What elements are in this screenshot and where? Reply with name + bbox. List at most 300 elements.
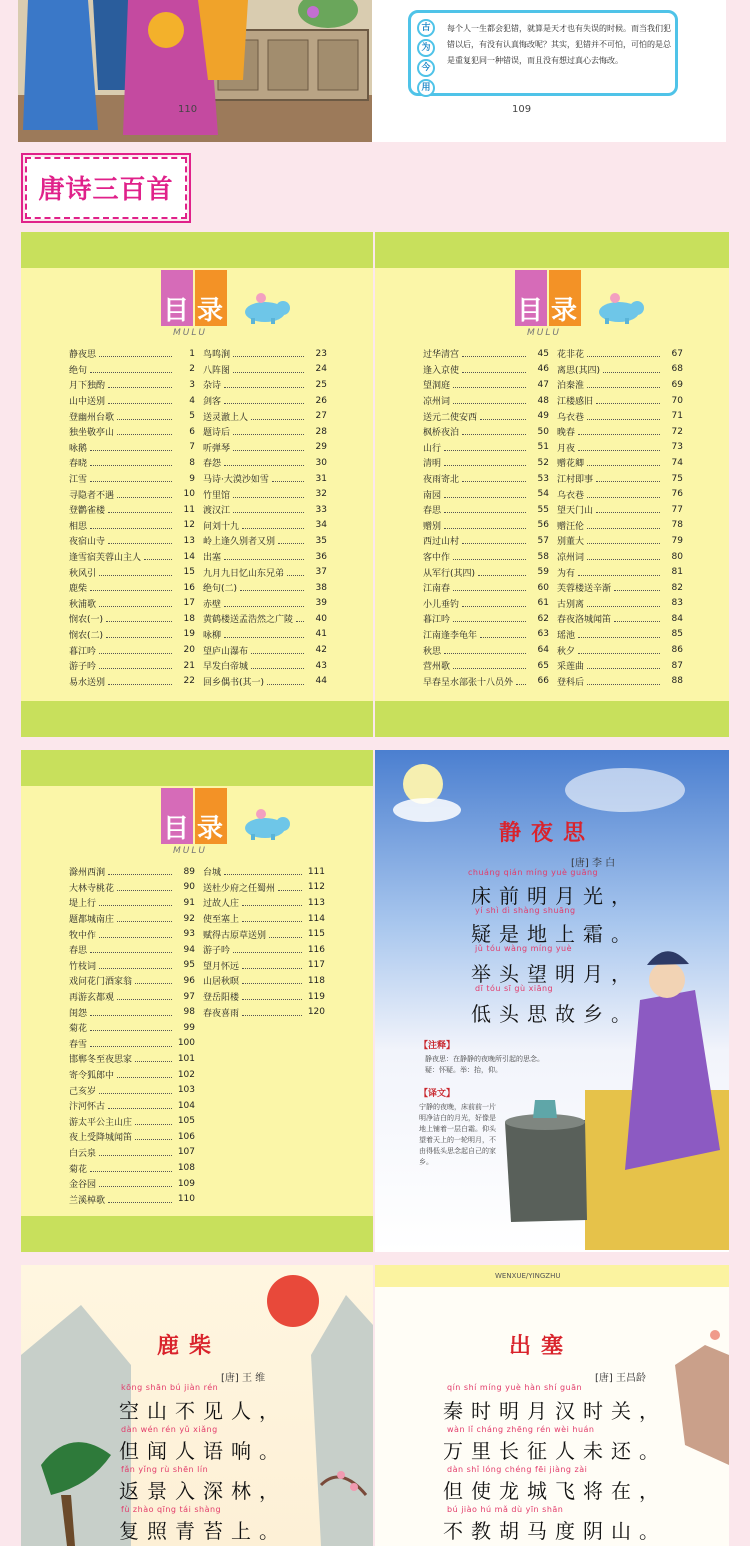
toc-entry-page: 60 [537, 582, 549, 593]
toc-entry-page: 120 [307, 1007, 325, 1018]
toc-entry [69, 864, 195, 880]
toc-entry-title: 暮江吟 [423, 615, 451, 626]
toc-leader-dots [117, 884, 172, 891]
toc-leader-dots [117, 428, 172, 435]
poem-poet: [唐] 王 维 [221, 1373, 266, 1384]
toc-entry-page: 75 [671, 473, 683, 484]
toc-entry-page: 25 [315, 379, 327, 390]
toc-entry-page: 27 [315, 411, 327, 422]
toc-leader-dots [233, 491, 304, 498]
toc-entry-title: 悯农(二) [69, 630, 104, 641]
toc-entry-title: 游太平公主山庄 [69, 1117, 133, 1128]
toc-entry-page: 98 [183, 1007, 195, 1018]
toc-leader-dots [462, 600, 526, 607]
toc-entry-page: 38 [315, 582, 327, 593]
toc-entry-title: 大林寺桃花 [69, 883, 115, 894]
toc-entry [203, 346, 327, 362]
poem-page-luchai [21, 1265, 373, 1546]
poem-poet: [唐] 李 白 [571, 858, 616, 869]
toc-entry [557, 642, 683, 658]
toc-entry-title: 游子吟 [203, 946, 231, 957]
toc-entry-page: 82 [671, 582, 683, 593]
toc-entry-title: 使至塞上 [203, 915, 240, 926]
toc-entry [423, 502, 549, 518]
toc-entry-page: 59 [537, 567, 549, 578]
toc-entry-page: 33 [315, 504, 327, 515]
toc-entry-page: 113 [307, 897, 325, 908]
gu-wei-jin-yong-tag: 古 为 今 用 [417, 19, 437, 99]
toc-entry-page: 6 [189, 426, 195, 437]
toc-entry [423, 596, 549, 612]
toc-leader-dots [272, 475, 304, 482]
pinyin-line: dī tóu sī gù xiāng [475, 984, 554, 993]
toc-entry [69, 424, 195, 440]
toc-leader-dots [603, 366, 660, 373]
toc-leader-dots [269, 931, 302, 938]
toc-entry-page: 116 [307, 944, 325, 955]
toc-entry [69, 471, 195, 487]
toc-leader-dots [453, 615, 526, 622]
toc-entry [203, 658, 327, 674]
toc-leader-dots [278, 537, 304, 544]
toc-entry-title: 八阵图 [203, 365, 231, 376]
toc-entry [557, 673, 683, 689]
toc-leader-dots [296, 615, 304, 622]
toc-leader-dots [90, 584, 172, 591]
toc-entry-title: 剑客 [203, 397, 222, 408]
toc-entry [557, 502, 683, 518]
toc-entry-page: 68 [671, 364, 683, 375]
toc-entry [69, 1020, 195, 1036]
toc-leader-dots [135, 1133, 172, 1140]
toc-entry-title: 易水送别 [69, 677, 106, 688]
toc-leader-dots [224, 553, 304, 560]
toc-entry-page: 31 [315, 473, 327, 484]
toc-entry [69, 611, 195, 627]
toc-entry-title: 兰溪棹歌 [69, 1195, 106, 1206]
toc-entry-page: 66 [537, 676, 549, 687]
page-band-bottom [375, 701, 729, 737]
toc-entry-title: 营州歌 [423, 662, 451, 673]
toc-leader-dots [587, 553, 660, 560]
toc-entry-title: 春雪 [69, 1039, 88, 1050]
pinyin-line: qín shí míng yuè hàn shí guān [447, 1383, 583, 1392]
mulu-header: 目 录 MULU [161, 270, 281, 338]
toc-entry-page: 23 [315, 348, 327, 359]
toc-entry-title: 听弹琴 [203, 443, 231, 454]
toc-entry [423, 564, 549, 580]
toc-entry [203, 880, 325, 896]
toc-entry-title: 望庐山瀑布 [203, 646, 249, 657]
poem-line: 床前明月光， [471, 884, 639, 908]
toc-entry-title: 堤上行 [69, 899, 97, 910]
section-banner [25, 157, 187, 219]
toc-entry [557, 627, 683, 643]
toc-entry-page: 96 [183, 975, 195, 986]
toc-entry [423, 658, 549, 674]
toc-entry-title: 己亥岁 [69, 1086, 97, 1097]
toc-entry-page: 73 [671, 442, 683, 453]
toc-entry [203, 362, 327, 378]
toc-entry-title: 泊秦淮 [557, 381, 585, 392]
poem-line: 秦时明月汉时关， [443, 1399, 667, 1423]
toc-entry-title: 月下独酌 [69, 381, 106, 392]
story-text: 每个人一生都会犯错，就算是天才也有失误的时候。而当我们犯错以后，有没有认真悔改呢？其实，犯错并不可怕，可怕的是总是重复犯同一种错误，而且没有想过真心去悔改。 [447, 24, 671, 65]
note-label: 【注释】 [419, 1041, 456, 1051]
toc-leader-dots [462, 350, 526, 357]
toc-entry [69, 393, 195, 409]
toc-entry-title: 枫桥夜泊 [423, 428, 460, 439]
toc-entry-page: 20 [183, 645, 195, 656]
toc-entry-page: 48 [537, 395, 549, 406]
pinyin-line: bú jiào hú mǎ dù yīn shān [447, 1505, 564, 1514]
toc-entry [557, 471, 683, 487]
toc-leader-dots [480, 413, 526, 420]
mulu-header: 目 录 MULU [161, 788, 281, 856]
toc-entry-title: 芙蓉楼送辛渐 [557, 584, 612, 595]
toc-leader-dots [587, 350, 660, 357]
toc-entry [69, 989, 195, 1005]
toc-entry-title: 春思 [423, 506, 442, 517]
toc-leader-dots [106, 615, 172, 622]
toc-leader-dots [99, 962, 172, 969]
poem-line: 万里长征人未还。 [443, 1439, 667, 1463]
toc-entry-title: 秋夕 [557, 646, 576, 657]
toc-entry [203, 973, 325, 989]
toc-leader-dots [242, 993, 302, 1000]
toc-entry-title: 早发白帝城 [203, 662, 249, 673]
toc-entry-title: 山行 [423, 443, 442, 454]
toc-entry [557, 658, 683, 674]
toc-leader-dots [135, 1118, 172, 1125]
story-illustration [18, 0, 372, 142]
toc-entry [557, 486, 683, 502]
toc-entry-page: 77 [671, 504, 683, 515]
toc-entry-page: 67 [671, 348, 683, 359]
toc-entry-page: 101 [177, 1053, 195, 1064]
toc-leader-dots [108, 868, 172, 875]
toc-entry-title: 晚春 [557, 428, 576, 439]
toc-leader-dots [99, 662, 172, 669]
toc-leader-dots [117, 915, 172, 922]
toc-entry-title: 秋浦歌 [69, 599, 97, 610]
toc-entry-page: 69 [671, 379, 683, 390]
toc-entry-page: 110 [177, 1194, 195, 1205]
toc-entry-page: 35 [315, 535, 327, 546]
toc-entry [203, 471, 327, 487]
toc-leader-dots [99, 600, 172, 607]
translation-text: 宁静的夜晚，床前前一片明净洁白的月光，好像是地上铺着一层白霜。仰头望着天上的一轮明月，不由得低头思念起自己的家乡。 [419, 1103, 496, 1166]
toc-entry-page: 58 [537, 551, 549, 562]
toc-entry-title: 山居秋暝 [203, 977, 240, 988]
toc-entry-title: 悯农(一) [69, 615, 104, 626]
toc-entry-title: 逢入京使 [423, 365, 460, 376]
toc-entry [69, 1051, 195, 1067]
toc-entry-title: 别董大 [557, 537, 585, 548]
toc-entry-page: 103 [177, 1085, 195, 1096]
toc-entry [203, 486, 327, 502]
toc-column [69, 346, 195, 689]
toc-entry-title: 乌衣巷 [557, 490, 585, 501]
toc-entry-title: 再游玄都观 [69, 993, 115, 1004]
toc-entry-page: 89 [183, 866, 195, 877]
toc-entry [557, 455, 683, 471]
toc-leader-dots [453, 553, 526, 560]
toc-entry-page: 53 [537, 473, 549, 484]
toc-entry-title: 春怨 [203, 459, 222, 470]
toc-entry-page: 111 [307, 866, 325, 877]
toc-entry-page: 102 [177, 1069, 195, 1080]
toc-entry-title: 题都城南庄 [69, 915, 115, 926]
toc-entry-page: 112 [307, 882, 325, 893]
toc-entry [557, 580, 683, 596]
toc-entry-page: 30 [315, 457, 327, 468]
toc-entry [69, 1176, 195, 1192]
toc-leader-dots [106, 631, 172, 638]
toc-entry-title: 山中送别 [69, 397, 106, 408]
toc-leader-dots [233, 350, 304, 357]
toc-entry [203, 596, 327, 612]
toc-entry-title: 凉州词 [557, 553, 585, 564]
toc-leader-dots [90, 366, 172, 373]
toc-entry-title: 岭上逢久别者又别 [203, 537, 276, 548]
toc-leader-dots [90, 946, 172, 953]
poem-title: 静夜思 [499, 820, 596, 846]
toc-entry [69, 346, 195, 362]
toc-entry-page: 40 [315, 613, 327, 624]
toc-entry-page: 15 [183, 567, 195, 578]
toc-entry [423, 408, 549, 424]
toc-entry [423, 424, 549, 440]
pinyin-line: dàn wén rén yǔ xiǎng [121, 1425, 218, 1434]
toc-leader-dots [117, 993, 172, 1000]
toc-entry [203, 455, 327, 471]
poem-line: 低头思故乡。 [471, 1002, 639, 1026]
pinyin-line: dàn shǐ lóng chéng fēi jiàng zài [447, 1465, 588, 1474]
poem-line: 不教胡马度阴山。 [443, 1519, 667, 1543]
toc-entry [557, 611, 683, 627]
toc-leader-dots [587, 600, 660, 607]
toc-entry [69, 880, 195, 896]
poem-line: 复照青苔上。 [119, 1519, 287, 1543]
toc-entry-page: 36 [315, 551, 327, 562]
translation-label: 【译文】 [419, 1089, 456, 1099]
poem-line: 但闻人语响。 [119, 1439, 287, 1463]
toc-leader-dots [614, 584, 660, 591]
toc-entry-page: 99 [183, 1022, 195, 1033]
note-text: 静夜思：在静静的夜晚所引起的思念。 疑：怀疑。举：抬，仰。 [425, 1055, 544, 1074]
toc-column [203, 346, 327, 689]
toc-entry-title: 题诗后 [203, 428, 231, 439]
toc-leader-dots [240, 584, 304, 591]
toc-entry-page: 22 [183, 676, 195, 687]
toc-entry-page: 119 [307, 991, 325, 1002]
toc-entry-title: 寻隐者不遇 [69, 490, 115, 501]
poem-page-jingyesi [375, 750, 729, 1252]
toc-entry-title: 问刘十九 [203, 521, 240, 532]
toc-entry-title: 杂诗 [203, 381, 222, 392]
toc-entry [203, 549, 327, 565]
banner-title: 唐诗三百首 [38, 175, 174, 205]
page-band-top [21, 750, 373, 786]
toc-entry-title: 登岳阳楼 [203, 993, 240, 1004]
toc-leader-dots [233, 946, 302, 953]
toc-entry-title: 咏鹅 [69, 443, 88, 454]
toc-entry-title: 夜宿山寺 [69, 537, 106, 548]
toc-leader-dots [224, 397, 304, 404]
toc-entry-page: 79 [671, 535, 683, 546]
toc-entry-page: 12 [183, 520, 195, 531]
toc-entry-title: 南园 [423, 490, 442, 501]
toc-entry-title: 夜上受降城闻笛 [69, 1133, 133, 1144]
page-band-bottom [21, 701, 373, 737]
toc-entry-page: 83 [671, 598, 683, 609]
toc-entry-page: 41 [315, 629, 327, 640]
toc-entry-title: 望洞庭 [423, 381, 451, 392]
toc-entry [69, 1098, 195, 1114]
toc-entry-page: 84 [671, 613, 683, 624]
toc-leader-dots [453, 584, 526, 591]
toc-leader-dots [251, 662, 304, 669]
toc-entry [557, 377, 683, 393]
toc-entry [69, 1145, 195, 1161]
toc-entry-title: 过故人庄 [203, 899, 240, 910]
toc-leader-dots [251, 413, 304, 420]
toc-entry-page: 49 [537, 411, 549, 422]
toc-leader-dots [578, 647, 660, 654]
toc-leader-dots [453, 397, 526, 404]
toc-entry-title: 邯郸冬至夜思家 [69, 1055, 133, 1066]
toc-leader-dots [267, 678, 304, 685]
toc-entry-title: 白云泉 [69, 1148, 97, 1159]
toc-entry [203, 673, 327, 689]
toc-entry-title: 静夜思 [69, 350, 97, 361]
pinyin-line: fǎn yǐng rù shēn lín [121, 1465, 209, 1474]
toc-leader-dots [596, 475, 660, 482]
toc-entry-page: 24 [315, 364, 327, 375]
toc-entry-page: 93 [183, 929, 195, 940]
toc-entry-page: 115 [307, 929, 325, 940]
page-band-top [21, 232, 373, 268]
toc-entry-title: 出塞 [203, 553, 222, 564]
toc-entry [203, 518, 327, 534]
toc-leader-dots [578, 569, 660, 576]
toc-entry-page: 32 [315, 489, 327, 500]
toc-entry-title: 江雪 [69, 475, 88, 486]
toc-entry-title: 离思(其四) [557, 365, 601, 376]
toc-entry-page: 7 [189, 442, 195, 453]
toc-entry [69, 895, 195, 911]
toc-entry [203, 580, 327, 596]
toc-leader-dots [233, 366, 304, 373]
toc-entry [557, 549, 683, 565]
toc-entry-title: 暮江吟 [69, 646, 97, 657]
pinyin-line: yí shì dì shàng shuāng [475, 906, 576, 915]
pinyin-line: kōng shān bú jiàn rén [121, 1383, 219, 1392]
toc-entry-page: 1 [189, 348, 195, 359]
toc-entry-title: 凉州词 [423, 397, 451, 408]
toc-entry-page: 2 [189, 364, 195, 375]
toc-entry [203, 424, 327, 440]
toc-entry [423, 362, 549, 378]
toc-entry-page: 62 [537, 613, 549, 624]
toc-entry-title: 独坐敬亭山 [69, 428, 115, 439]
toc-leader-dots [444, 444, 526, 451]
toc-entry [69, 942, 195, 958]
toc-leader-dots [99, 1149, 172, 1156]
toc-entry-title: 花非花 [557, 350, 585, 361]
toc-leader-dots [108, 537, 172, 544]
toc-entry-title: 台城 [203, 868, 222, 879]
toc-entry-page: 47 [537, 379, 549, 390]
toc-leader-dots [99, 569, 172, 576]
toc-entry [69, 549, 195, 565]
toc-leader-dots [587, 491, 660, 498]
toc-entry-page: 4 [189, 395, 195, 406]
toc-entry [203, 393, 327, 409]
poem-line: 返景入深林， [119, 1479, 287, 1503]
toc-entry-page: 72 [671, 426, 683, 437]
toc-entry [557, 408, 683, 424]
toc-entry [69, 1036, 195, 1052]
toc-entry-title: 过华清宫 [423, 350, 460, 361]
toc-entry-page: 108 [177, 1163, 195, 1174]
poem-line: 举头望明月， [471, 962, 639, 986]
toc-entry-title: 登幽州台歌 [69, 412, 115, 423]
toc-entry [69, 911, 195, 927]
toc-entry [69, 486, 195, 502]
toc-entry-page: 5 [189, 411, 195, 422]
toc-entry [69, 362, 195, 378]
toc-entry-title: 夜雨寄北 [423, 475, 460, 486]
toc-entry-page: 37 [315, 567, 327, 578]
toc-entry-page: 64 [537, 645, 549, 656]
toc-entry-title: 望月怀远 [203, 961, 240, 972]
toc-entry-title: 寄令狐郎中 [69, 1071, 115, 1082]
toc-leader-dots [587, 678, 660, 685]
toc-entry [423, 611, 549, 627]
toc-entry [69, 533, 195, 549]
toc-leader-dots [108, 1196, 172, 1203]
toc-entry-title: 春思 [69, 946, 88, 957]
toc-entry-page: 39 [315, 598, 327, 609]
toc-entry [69, 1114, 195, 1130]
toc-column [69, 864, 195, 1207]
toc-entry-page: 104 [177, 1100, 195, 1111]
toc-entry-title: 绝句 [69, 365, 88, 376]
toc-entry-page: 26 [315, 395, 327, 406]
toc-leader-dots [233, 428, 304, 435]
header-strip-text: WENXUE/YINGZHU [495, 1272, 561, 1280]
toc-entry-page: 51 [537, 442, 549, 453]
toc-entry [69, 1082, 195, 1098]
elephant-icon [591, 292, 649, 324]
toc-entry-title: 清明 [423, 459, 442, 470]
elephant-icon [237, 808, 295, 840]
toc-entry [423, 377, 549, 393]
toc-entry [423, 440, 549, 456]
toc-leader-dots [444, 459, 526, 466]
toc-leader-dots [99, 931, 172, 938]
toc-leader-dots [444, 647, 526, 654]
toc-leader-dots [480, 631, 526, 638]
toc-entry-title: 送元二使安西 [423, 412, 478, 423]
toc-leader-dots [242, 899, 302, 906]
toc-entry-page: 56 [537, 520, 549, 531]
toc-entry-page: 81 [671, 567, 683, 578]
toc-entry-title: 赤壁 [203, 599, 222, 610]
toc-leader-dots [587, 662, 660, 669]
